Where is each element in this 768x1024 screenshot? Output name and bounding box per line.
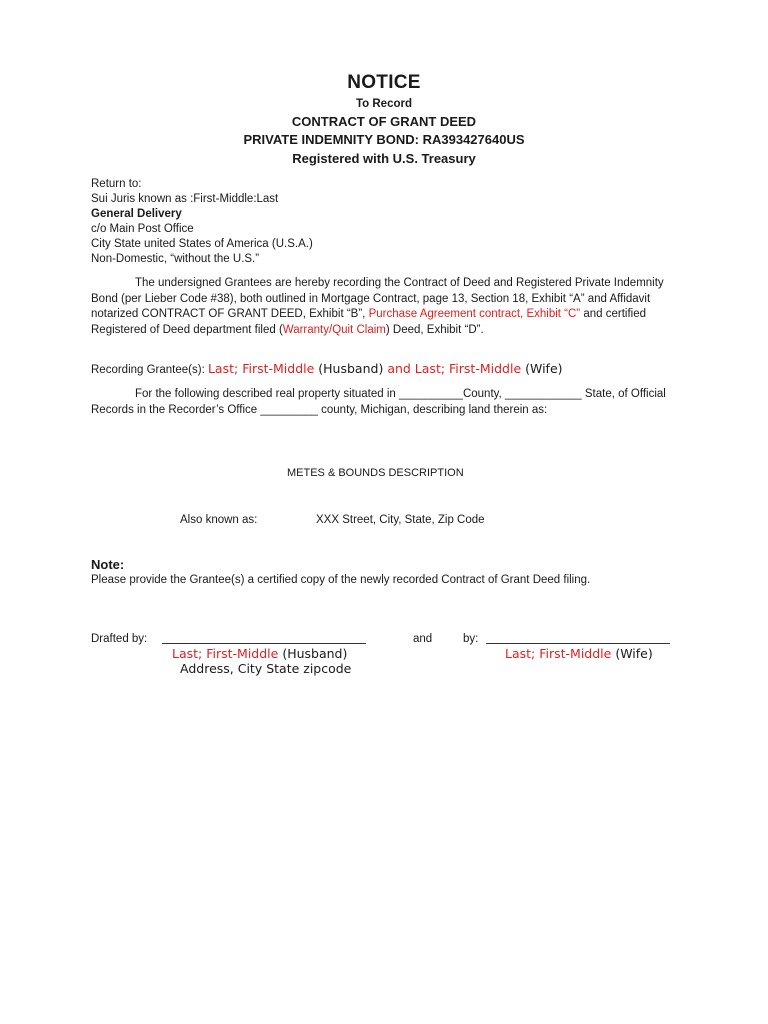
grantee-wife-name: and Last; First-Middle — [387, 361, 522, 376]
husband-role: (Husband) — [278, 646, 348, 661]
return-address-block — [91, 177, 691, 267]
by-label: by: — [463, 633, 479, 645]
husband-address: Address, City State zipcode — [180, 661, 352, 676]
general-delivery-line: General Delivery — [91, 208, 182, 220]
subtitle-registered: Registered with U.S. Treasury — [292, 151, 476, 166]
subtitle-contract: CONTRACT OF GRANT DEED — [291, 114, 477, 129]
and-label: and — [413, 633, 433, 645]
wife-name: Last; First-Middle — [505, 646, 612, 661]
recording-text-2: and certified Registered of Deed department filed ( — [91, 308, 646, 336]
recording-text-3: ) Deed, Exhibit “D”. — [385, 323, 484, 336]
grantee-wife-role: (Wife) — [521, 361, 563, 376]
husband-name: Last; First-Middle — [172, 646, 279, 661]
husband-signature-name — [172, 646, 347, 661]
grantee-husband-name: Last; First-Middle — [207, 361, 315, 376]
drafted-by-label: Drafted by: — [91, 633, 148, 645]
warranty-text: Warranty/Quit Claim — [282, 323, 386, 336]
subtitle-bond: PRIVATE INDEMNITY BOND: RA393427640US — [243, 132, 525, 147]
city-state-line: City State united States of America (U.S.A.) — [91, 238, 313, 250]
purchase-agreement-text: Purchase Agreement contract, Exhibit “C” — [368, 308, 581, 320]
non-domestic-line: Non-Domestic, “without the U.S.” — [91, 253, 260, 265]
post-office-line: c/o Main Post Office — [91, 223, 194, 235]
also-known-value: XXX Street, City, State, Zip Code — [316, 514, 485, 526]
sui-juris-line: Sui Juris known as :First-Middle:Last — [91, 193, 279, 205]
grantee-husband-role: (Husband) — [314, 361, 388, 376]
husband-signature-line — [162, 643, 366, 644]
wife-signature-line — [486, 643, 670, 644]
recording-grantee-line — [91, 361, 691, 378]
property-text: For the following described real property situated in __________County, ____________ State, of Official Records in the Recorder’s Office _________ county, Michigan, describing land therein as: — [91, 388, 666, 416]
note-heading: Note: — [91, 557, 125, 572]
metes-bounds-heading: METES & BOUNDS DESCRIPTION — [287, 467, 464, 479]
recording-text-1: The undersigned Grantees are hereby recording the Contract of Deed and Registered Private Indemnity Bond (per Lieber Code #38), both outlined in Mortgage Contract, page 13, Section 18, Exhibit “A” and Affidavit notarized CONTRACT OF GRANT DEED, Exhibit “B”, — [91, 277, 664, 320]
also-known-label: Also known as: — [180, 514, 258, 526]
wife-signature-name — [505, 646, 653, 661]
document-title: NOTICE — [347, 72, 421, 93]
return-to-label: Return to: — [91, 178, 142, 190]
note-body: Please provide the Grantee(s) a certified copy of the newly recorded Contract of Grant Deed filing. — [91, 574, 591, 586]
property-paragraph — [91, 387, 691, 418]
grantee-label: Recording Grantee(s): — [91, 364, 208, 376]
recording-paragraph — [91, 276, 691, 338]
wife-role: (Wife) — [611, 646, 653, 661]
subtitle-to-record: To Record — [355, 98, 412, 110]
